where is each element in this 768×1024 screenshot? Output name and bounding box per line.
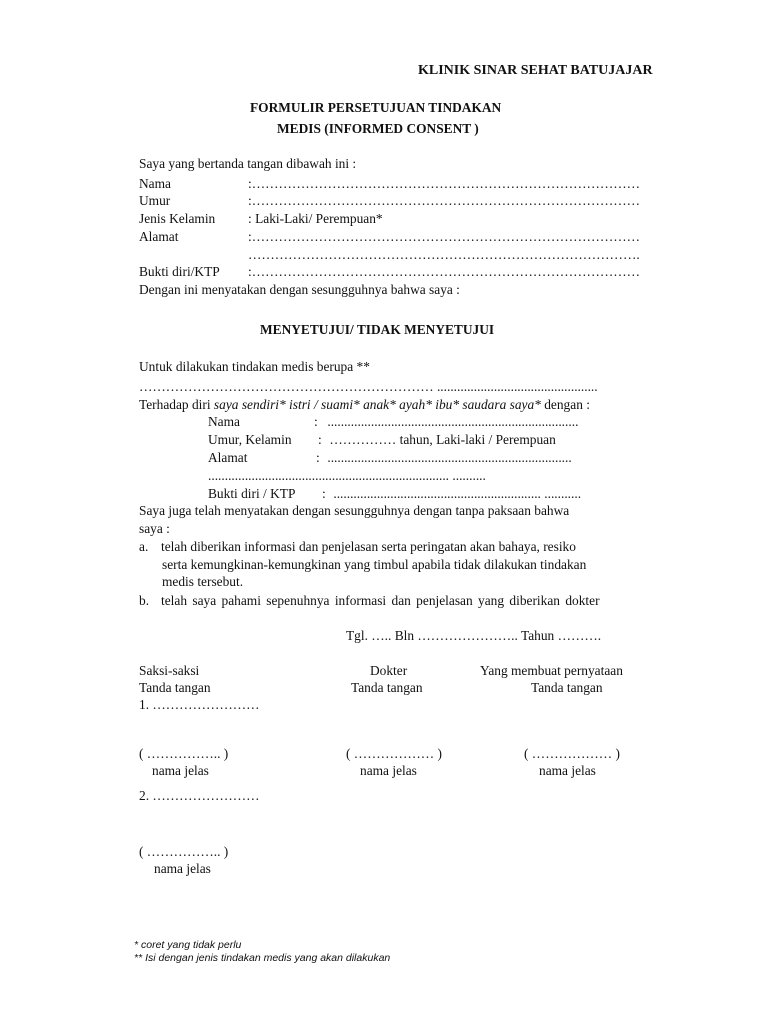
- field-value-alamat: :……………………………………………………………………………: [248, 229, 641, 244]
- item-a-marker: a.: [139, 539, 149, 554]
- procedure-line1: Untuk dilakukan tindakan medis berupa **: [139, 359, 370, 374]
- form-title-line2: MEDIS (INFORMED CONSENT ): [277, 121, 479, 136]
- field-value-alamat-continued: …………………………………………………………………………….: [248, 247, 640, 262]
- maker-title: Yang membuat pernyataan: [480, 663, 623, 678]
- relation-suffix: dengan :: [540, 397, 590, 412]
- patient-sep-nama: :: [314, 414, 318, 429]
- field-label-jenis-kelamin: Jenis Kelamin: [139, 211, 216, 226]
- patient-label-alamat: Alamat: [208, 450, 248, 465]
- field-label-alamat: Alamat: [139, 229, 179, 244]
- field-label-umur: Umur: [139, 193, 171, 208]
- patient-value-alamat: .........................................................................: [324, 450, 572, 465]
- clinic-name: KLINIK SINAR SEHAT BATUJAJAR: [418, 63, 653, 78]
- item-a-line1: telah diberikan informasi dan penjelasan serta peringatan akan bahaya, resiko: [161, 539, 576, 554]
- item-b-marker: b.: [139, 593, 150, 608]
- decision-heading: MENYETUJUI/ TIDAK MENYETUJUI: [260, 322, 495, 337]
- maker-sign-label: Tanda tangan: [531, 680, 603, 695]
- witness-1-line: 1. ……………………: [139, 697, 260, 712]
- procedure-blank-line: ………………………………………………………… ................................................: [139, 379, 598, 394]
- field-value-bukti-diri: :……………………………………………………………………………: [248, 264, 641, 279]
- witness-2-name-label: nama jelas: [154, 861, 211, 876]
- maker-name-blank: ( ……………… ): [524, 746, 620, 761]
- relation-prefix: Terhadap diri: [139, 397, 214, 412]
- field-value-jenis-kelamin: : Laki-Laki/ Perempuan*: [248, 211, 383, 226]
- witness-1-name-label: nama jelas: [152, 763, 209, 778]
- patient-sep-alamat: :: [316, 450, 320, 465]
- field-label-bukti-diri: Bukti diri/KTP: [139, 264, 220, 279]
- maker-name-label: nama jelas: [539, 763, 596, 778]
- witness-2-line: 2. ……………………: [139, 788, 260, 803]
- doctor-name-label: nama jelas: [360, 763, 417, 778]
- patient-sep-umur: :: [318, 432, 322, 447]
- footnote-1: * coret yang tidak perlu: [134, 939, 242, 951]
- patient-label-umur: Umur, Kelamin: [208, 432, 292, 447]
- patient-sep-bukti-diri: :: [322, 486, 326, 501]
- patient-value-bukti-diri: .............................................................. ...........: [330, 486, 582, 501]
- intro-text: Saya yang bertanda tangan dibawah ini :: [139, 156, 357, 171]
- item-a-line2: serta kemungkinan-kemungkinan yang timbul apabila tidak dilakukan tindakan: [162, 557, 587, 572]
- patient-value-umur: …………… tahun, Laki-laki / Perempuan: [326, 432, 556, 447]
- witness-sign-label: Tanda tangan: [139, 680, 211, 695]
- doctor-sign-label: Tanda tangan: [351, 680, 423, 695]
- patient-value-nama: ...........................................................................: [324, 414, 579, 429]
- item-b-line: telah saya pahami sepenuhnya informasi dan penjelasan yang diberikan dokter: [161, 593, 600, 608]
- statement-text: Dengan ini menyatakan dengan sesungguhnya bahwa saya :: [139, 282, 460, 297]
- patient-relation-line: [139, 398, 590, 411]
- footnote-2: ** Isi dengan jenis tindakan medis yang akan dilakukan: [134, 952, 391, 964]
- doctor-name-blank: ( ……………… ): [346, 746, 442, 761]
- date-line: Tgl. ….. Bln ………………….. Tahun ……….: [346, 628, 602, 643]
- declaration-line1: Saya juga telah menyatakan dengan sesungguhnya dengan tanpa paksaan bahwa: [139, 503, 570, 518]
- field-value-umur: :……………………………………………………………………………: [248, 193, 641, 208]
- witness-title: Saksi-saksi: [139, 663, 200, 678]
- relation-options: saya sendiri* istri / suami* anak* ayah* ibu* saudara saya*: [213, 397, 541, 412]
- doctor-title: Dokter: [370, 663, 408, 678]
- declaration-line2: saya :: [139, 521, 170, 536]
- patient-value-alamat-continued: ........................................................................ ..........: [208, 468, 486, 483]
- field-value-nama: :……………………………………………………………………………: [248, 176, 641, 191]
- patient-label-bukti-diri: Bukti diri / KTP: [208, 486, 296, 501]
- witness-1-name-blank: ( …………….. ): [139, 746, 229, 761]
- form-title-line1: FORMULIR PERSETUJUAN TINDAKAN: [250, 100, 502, 115]
- field-label-nama: Nama: [139, 176, 171, 191]
- patient-label-nama: Nama: [208, 414, 240, 429]
- item-a-line3: medis tersebut.: [162, 574, 244, 589]
- witness-2-name-blank: ( …………….. ): [139, 844, 229, 859]
